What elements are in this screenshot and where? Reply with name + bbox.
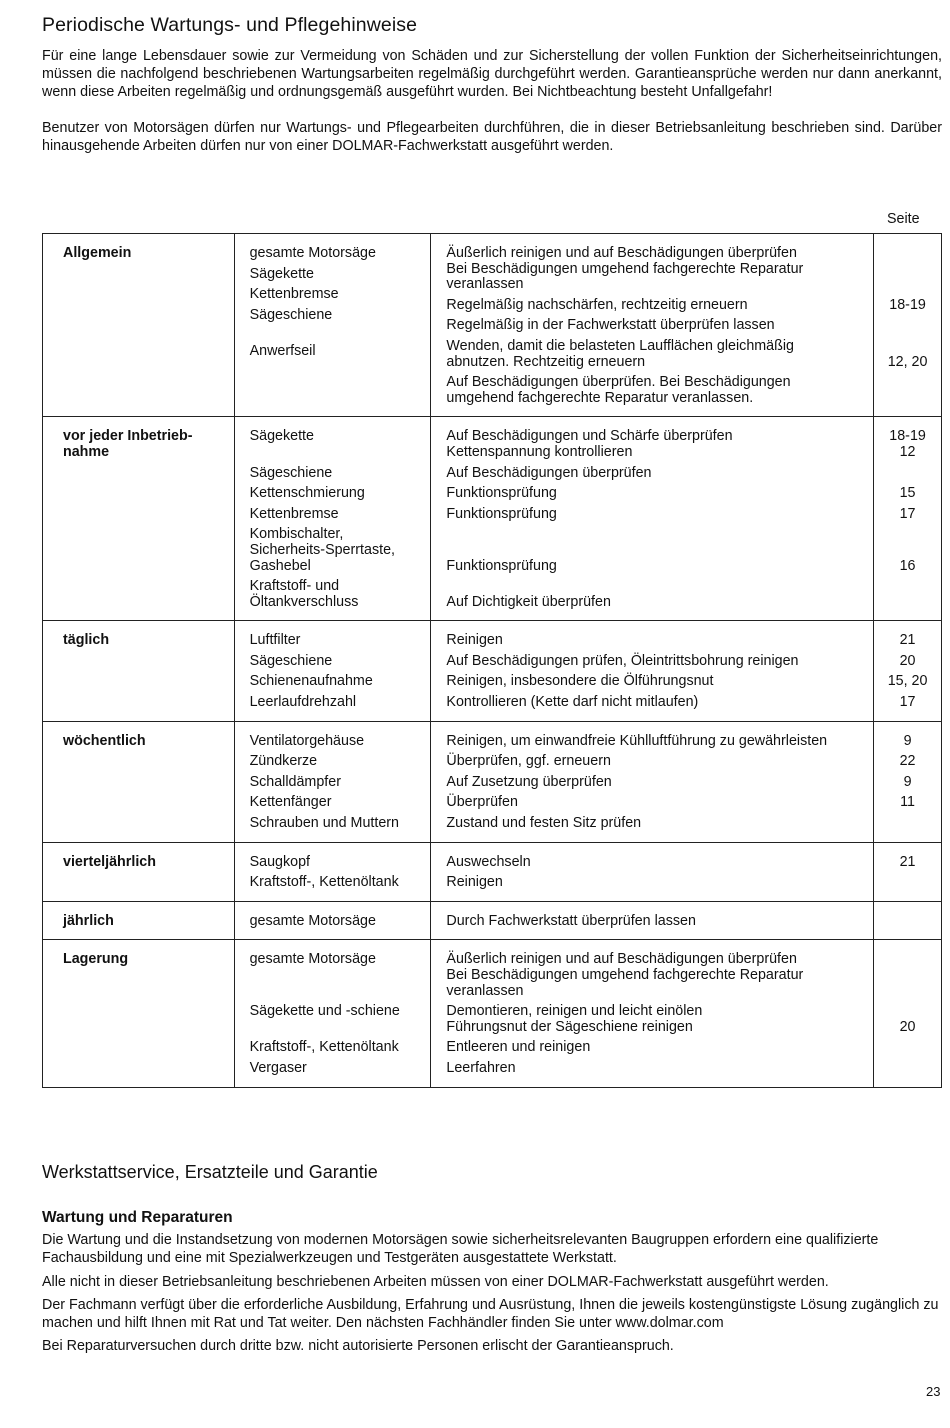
part-line: gesamte Motorsäge bbox=[249, 912, 376, 929]
page-ref: 17 bbox=[899, 505, 916, 522]
table-row bbox=[43, 234, 942, 417]
page-ref bbox=[874, 579, 941, 595]
page-ref: 17 bbox=[899, 694, 916, 711]
action-line: Leerfahren bbox=[446, 1059, 516, 1076]
part-cell bbox=[234, 234, 431, 417]
page-ref bbox=[874, 968, 941, 984]
part-line: Gashebel bbox=[249, 557, 311, 574]
interval-cell bbox=[43, 417, 235, 621]
part-line: Kraftstoff-, Kettenöltank bbox=[249, 1039, 399, 1056]
table-row bbox=[43, 842, 942, 901]
action-line: Funktionsprüfung bbox=[446, 557, 557, 574]
action-cell bbox=[431, 417, 874, 621]
action-line: Äußerlich reinigen und auf Beschädigungen überprüfen bbox=[446, 951, 797, 968]
page-ref bbox=[874, 914, 941, 930]
service-paragraph: Alle nicht in dieser Betriebsanleitung beschriebenen Arbeiten müssen von einer DOLMAR-Fachwerkstatt ausgeführt werden. bbox=[42, 1274, 829, 1290]
part-line: Saugkopf bbox=[249, 853, 310, 870]
action-line: Reinigen bbox=[446, 632, 503, 649]
page-ref bbox=[874, 984, 941, 1000]
part-line: Kombischalter, bbox=[249, 526, 344, 543]
action-line: Äußerlich reinigen und auf Beschädigungen überprüfen bbox=[446, 245, 797, 261]
page-cell bbox=[874, 234, 942, 417]
part-line: Kettenschmierung bbox=[249, 485, 365, 502]
action-line: Auswechseln bbox=[446, 853, 531, 870]
page-cell bbox=[874, 842, 942, 901]
page-ref bbox=[874, 246, 941, 262]
page-ref bbox=[874, 466, 941, 482]
action-line: veranlassen bbox=[446, 276, 524, 293]
page-cell bbox=[874, 721, 942, 842]
page-ref bbox=[874, 277, 941, 293]
action-line: Reinigen, insbesondere die Ölführungsnut bbox=[446, 673, 714, 690]
action-line: Auf Dichtigkeit überprüfen bbox=[446, 593, 611, 610]
action-line: Funktionsprüfung bbox=[446, 505, 557, 522]
page-ref: 21 bbox=[899, 632, 916, 649]
intro-paragraph: Für eine lange Lebensdauer sowie zur Vermeidung von Schäden und zur Sicherstellung der vollen Funktion der Sicherheitseinrichtungen, müssen die nachfolgend beschriebenen Wartungsarbeiten regelmäßig durchgeführt werden. Garantieansprüche werden nur dann anerkannt, wenn diese Arbeiten regelmäßig und ordnungsgemäß ausgeführt wurden. Bei Nichtbeachtung besteht Unfallgefahr! bbox=[42, 48, 942, 100]
action-line: Auf Beschädigungen und Schärfe überprüfen bbox=[446, 428, 733, 445]
part-line: gesamte Motorsäge bbox=[249, 245, 376, 261]
page-ref: 12 bbox=[899, 443, 916, 460]
interval-label: vor jeder Inbetrieb- nahme bbox=[63, 428, 193, 460]
interval-label: jährlich bbox=[63, 912, 114, 929]
page-ref bbox=[874, 875, 941, 891]
part-line bbox=[250, 1020, 427, 1036]
interval-cell bbox=[43, 940, 235, 1087]
page-ref: 11 bbox=[900, 794, 915, 811]
part-line: Leerlaufdrehzahl bbox=[249, 694, 357, 711]
page-ref bbox=[874, 375, 941, 391]
page-ref: 18-19 bbox=[889, 296, 926, 313]
service-paragraph: Bei Reparaturversuchen durch dritte bzw. nicht autorisierte Personen erlischt der Garantieanspruch. bbox=[42, 1338, 674, 1354]
table-row bbox=[43, 621, 942, 721]
page-title: Periodische Wartungs- und Pflegehinweise bbox=[42, 14, 418, 36]
table-row bbox=[43, 940, 942, 1087]
interval-label: wöchentlich bbox=[63, 732, 146, 749]
page-ref: 22 bbox=[899, 753, 916, 770]
page-ref bbox=[874, 318, 941, 334]
service-paragraph: Die Wartung und die Instandsetzung von modernen Motorsägen sowie sicherheitsrelevanten Baugruppen erfordern eine qualifizierte Fachausbildung und eine mit Spezialwerkzeugen und Testgeräten ausgestattete Werkstatt. bbox=[42, 1232, 879, 1266]
part-line bbox=[250, 445, 427, 461]
action-line: Entleeren und reinigen bbox=[446, 1039, 591, 1056]
page-ref: 15, 20 bbox=[887, 673, 928, 690]
action-line bbox=[446, 543, 869, 559]
action-line: Demontieren, reinigen und leicht einölen bbox=[446, 1003, 703, 1020]
page-ref: 9 bbox=[903, 732, 912, 749]
page-cell bbox=[874, 621, 942, 721]
service-paragraph: Der Fachmann verfügt über die erforderliche Ausbildung, Erfahrung und Ausrüstung, Ihnen die jeweils kostengünstigste Lösung zugänglich zu machen und hilft Ihnen mit Rat und Tat weiter. Den nächsten Fachhändler finden Sie unter www.dolmar.com bbox=[42, 1297, 939, 1331]
page-ref bbox=[874, 952, 941, 968]
part-line: Vergaser bbox=[249, 1059, 307, 1076]
action-line: umgehend fachgerechte Reparatur veranlassen. bbox=[446, 389, 754, 406]
page-cell bbox=[874, 901, 942, 940]
part-line: Kraftstoff-, Kettenöltank bbox=[249, 874, 399, 891]
part-cell bbox=[234, 842, 431, 901]
action-cell bbox=[431, 940, 874, 1087]
interval-cell bbox=[43, 234, 235, 417]
action-line: veranlassen bbox=[446, 982, 524, 999]
table-row bbox=[43, 417, 942, 621]
action-line: Kontrollieren (Kette darf nicht mitlaufen) bbox=[446, 694, 699, 711]
action-line: Überprüfen, ggf. erneuern bbox=[446, 753, 611, 770]
action-line: Auf Beschädigungen prüfen, Öleintrittsbohrung reinigen bbox=[446, 652, 799, 669]
page-ref: 9 bbox=[903, 773, 912, 790]
part-line: Ventilatorgehäuse bbox=[249, 732, 365, 749]
action-line: Auf Beschädigungen überprüfen. Bei Beschädigungen bbox=[446, 374, 791, 391]
page-ref bbox=[874, 543, 941, 559]
action-line: Auf Beschädigungen überprüfen bbox=[446, 464, 652, 481]
action-cell bbox=[431, 621, 874, 721]
subsection-heading: Wartung und Reparaturen bbox=[42, 1209, 233, 1226]
interval-cell bbox=[43, 901, 235, 940]
part-cell bbox=[234, 940, 431, 1087]
page-ref bbox=[874, 391, 941, 407]
action-line: Zustand und festen Sitz prüfen bbox=[446, 815, 642, 832]
part-line: Sägekette bbox=[249, 265, 314, 282]
page-ref bbox=[874, 595, 941, 611]
intro-paragraph: Benutzer von Motorsägen dürfen nur Wartungs- und Pflegearbeiten durchführen, die in dieser Betriebsanleitung beschrieben sind. Darüber hinausgehende Arbeiten dürfen nur von einer DOLMAR-Fachwerkstatt ausgeführt werden. bbox=[42, 120, 942, 154]
interval-label: Allgemein bbox=[63, 245, 132, 261]
action-line: Wenden, damit die belasteten Laufflächen gleichmäßig bbox=[446, 337, 794, 354]
page-cell bbox=[874, 940, 942, 1087]
part-cell bbox=[234, 721, 431, 842]
action-line: Überprüfen bbox=[446, 794, 518, 811]
page-ref: 15 bbox=[899, 485, 916, 502]
page-ref: 16 bbox=[899, 557, 916, 574]
action-line: Funktionsprüfung bbox=[446, 485, 557, 502]
table-row bbox=[43, 901, 942, 940]
part-line: Anwerfseil bbox=[249, 342, 316, 359]
page-ref: 21 bbox=[899, 853, 916, 870]
interval-label: vierteljährlich bbox=[63, 853, 156, 870]
action-line: Auf Zusetzung überprüfen bbox=[446, 773, 612, 790]
part-cell bbox=[234, 417, 431, 621]
part-line: Kettenfänger bbox=[249, 794, 332, 811]
action-line: Führungsnut der Sägeschiene reinigen bbox=[446, 1018, 693, 1035]
part-line: Sägeschiene bbox=[249, 306, 333, 323]
part-line: Luftfilter bbox=[249, 632, 301, 649]
part-line: Zündkerze bbox=[249, 753, 318, 770]
interval-cell bbox=[43, 621, 235, 721]
action-cell bbox=[431, 842, 874, 901]
page-ref: 20 bbox=[899, 1018, 916, 1035]
action-line: Durch Fachwerkstatt überprüfen lassen bbox=[446, 912, 696, 929]
page-ref bbox=[874, 262, 941, 278]
action-line: abnutzen. Rechtzeitig erneuern bbox=[446, 353, 646, 370]
page-ref: 12, 20 bbox=[887, 353, 928, 370]
page-ref bbox=[874, 339, 941, 355]
section-heading: Werkstattservice, Ersatzteile und Garantie bbox=[42, 1162, 378, 1182]
action-line: Reinigen bbox=[446, 874, 503, 891]
action-line: Kettenspannung kontrollieren bbox=[446, 443, 633, 460]
action-line: Reinigen, um einwandfreie Kühlluftführung zu gewährleisten bbox=[446, 732, 828, 749]
part-cell bbox=[234, 621, 431, 721]
part-line: gesamte Motorsäge bbox=[249, 951, 376, 968]
action-cell bbox=[431, 234, 874, 417]
part-line: Kettenbremse bbox=[249, 505, 339, 522]
part-line: Schrauben und Muttern bbox=[249, 815, 399, 832]
part-line bbox=[250, 323, 427, 339]
page-ref bbox=[874, 1061, 941, 1077]
interval-cell bbox=[43, 842, 235, 901]
page-ref bbox=[874, 1040, 941, 1056]
action-line: Regelmäßig in der Fachwerkstatt überprüfen lassen bbox=[446, 317, 775, 334]
part-line: Kraftstoff- und bbox=[249, 578, 340, 595]
maintenance-table bbox=[42, 233, 942, 1088]
part-line: Sicherheits-Sperrtaste, bbox=[249, 541, 395, 558]
action-line: Regelmäßig nachschärfen, rechtzeitig erneuern bbox=[446, 296, 748, 313]
page-ref bbox=[874, 527, 941, 543]
part-line: Sägekette und -schiene bbox=[249, 1003, 400, 1020]
page-cell bbox=[874, 417, 942, 621]
page-ref bbox=[874, 1004, 941, 1020]
action-line bbox=[446, 579, 869, 595]
table-row bbox=[43, 721, 942, 842]
part-line: Kettenbremse bbox=[249, 286, 339, 303]
part-line: Sägeschiene bbox=[249, 652, 333, 669]
part-line bbox=[250, 968, 427, 984]
part-line bbox=[250, 360, 427, 376]
part-line: Öltankverschluss bbox=[249, 593, 359, 610]
page-ref: 20 bbox=[899, 652, 916, 669]
interval-label: Lagerung bbox=[63, 951, 129, 968]
page-number: 23 bbox=[926, 1384, 941, 1399]
part-line: Schienenaufnahme bbox=[249, 673, 373, 690]
action-cell bbox=[431, 721, 874, 842]
part-cell bbox=[234, 901, 431, 940]
page-ref bbox=[874, 816, 941, 832]
action-cell bbox=[431, 901, 874, 940]
page-ref: 18-19 bbox=[889, 428, 926, 445]
action-line: Bei Beschädigungen umgehend fachgerechte Reparatur bbox=[446, 967, 804, 983]
action-line bbox=[446, 527, 869, 543]
action-line: Bei Beschädigungen umgehend fachgerechte Reparatur bbox=[446, 260, 804, 277]
interval-cell bbox=[43, 721, 235, 842]
part-line: Sägeschiene bbox=[249, 464, 333, 481]
part-line: Schalldämpfer bbox=[249, 773, 341, 790]
interval-label: täglich bbox=[63, 632, 110, 649]
page-column-header: Seite bbox=[887, 211, 920, 227]
part-line: Sägekette bbox=[249, 428, 314, 445]
part-line bbox=[250, 984, 427, 1000]
